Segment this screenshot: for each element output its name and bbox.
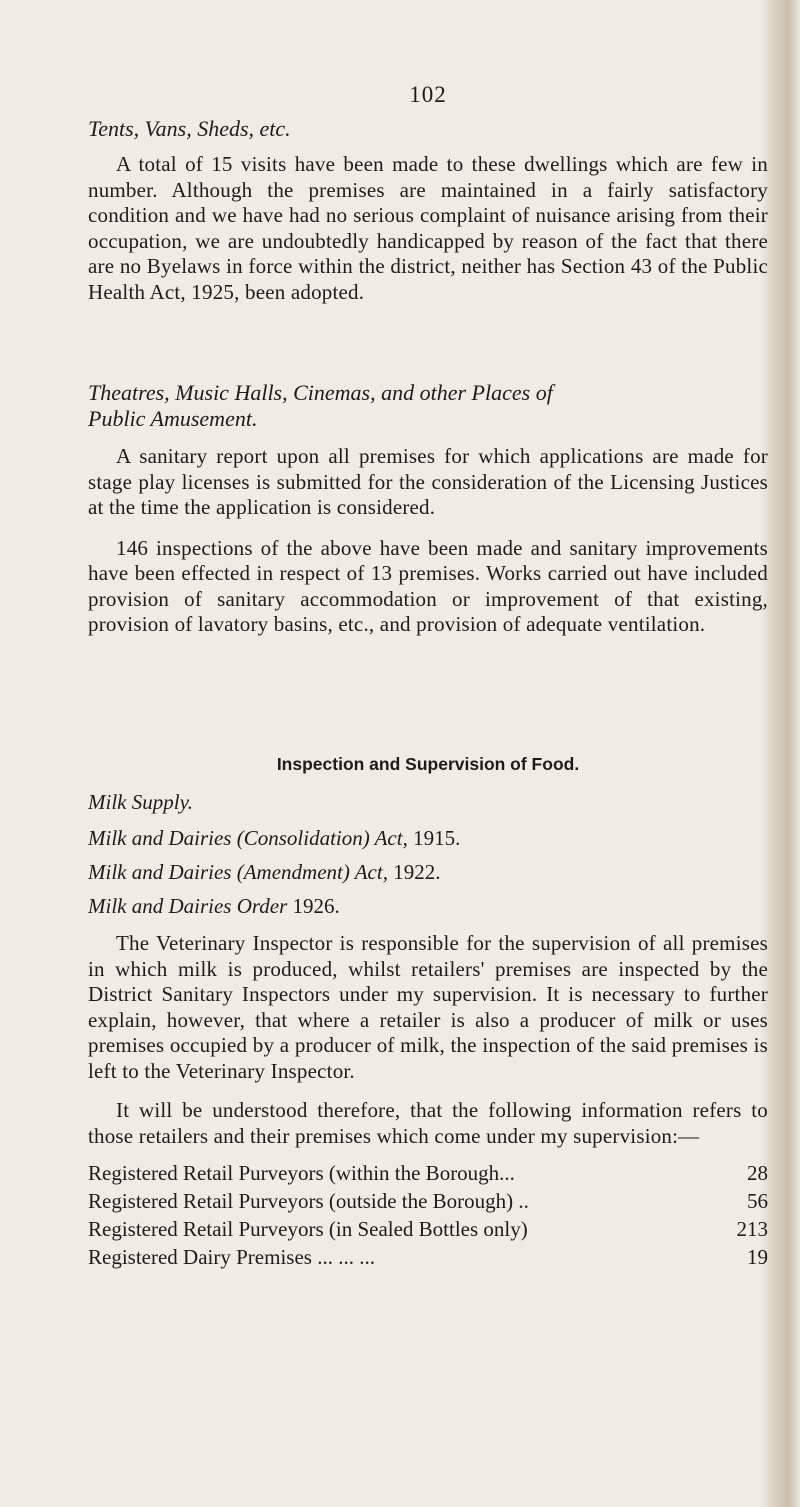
- act-line: [88, 825, 768, 851]
- theatres-paragraph-2: 146 inspections of the above have been made and sanitary improvements have been effected in respect of 13 premises. Works carried out have included provision of sanitary accommodation or improvement of that existing, provision of lavatory basins, etc., and provision of adequate ventilation.: [88, 535, 768, 636]
- act-title: Milk and Dairies (Consolidation) Act,: [88, 826, 408, 850]
- act-title: Milk and Dairies (Amendment) Act,: [88, 860, 388, 884]
- list-item-value: 28: [747, 1161, 768, 1185]
- section-food: [88, 754, 768, 1271]
- act-year: 1915.: [413, 826, 461, 850]
- section-tents: [88, 116, 768, 305]
- milk-supply-subheading: Milk Supply.: [88, 790, 193, 814]
- section-theatres: [88, 380, 768, 638]
- food-heading: Inspection and Supervision of Food.: [276, 754, 580, 774]
- tents-heading: Tents, Vans, Sheds, etc.: [88, 116, 291, 141]
- act-line: [88, 893, 768, 919]
- premises-list: [88, 1159, 768, 1271]
- page-number: 102: [409, 82, 447, 107]
- theatres-paragraph-1: A sanitary report upon all premises for which applications are made for stage play licenses is submitted for the consideration of the Licensing Justices at the time the application is considered.: [88, 444, 768, 519]
- list-item: [88, 1187, 768, 1215]
- list-item: [88, 1159, 768, 1187]
- list-item-label: Registered Dairy Premises ... ... ...: [88, 1245, 375, 1269]
- act-title: Milk and Dairies Order: [88, 894, 288, 918]
- act-year: 1922.: [393, 860, 441, 884]
- act-year: 1926.: [292, 894, 340, 918]
- list-item-value: 213: [736, 1217, 768, 1241]
- list-item: [88, 1215, 768, 1243]
- list-item-value: 56: [747, 1189, 768, 1213]
- list-item-label: Registered Retail Purveyors (outside the Borough) ..: [88, 1189, 529, 1213]
- act-line: [88, 859, 768, 885]
- list-item: [88, 1243, 768, 1271]
- tents-paragraph: A total of 15 visits have been made to these dwellings which are few in number. Although the premises are maintained in a fairly satisfactory condition and we have had no serious complaint of nuisance arising from their occupation, we are undoubtedly handicapped by reason of the fact that there are no Byelaws in force within the district, neither has Section 43 of the Public Health Act, 1925, been adopted.: [88, 152, 768, 304]
- food-paragraph-2: It will be understood therefore, that the following information refers to those retailers and their premises which come under my supervision:—: [88, 1098, 768, 1148]
- list-item-label: Registered Retail Purveyors (within the Borough...: [88, 1161, 515, 1185]
- theatres-heading-line2: Public Amusement.: [88, 406, 258, 431]
- acts-list: [88, 825, 768, 919]
- list-item-label: Registered Retail Purveyors (in Sealed Bottles only): [88, 1217, 528, 1241]
- theatres-heading-line1: Theatres, Music Halls, Cinemas, and other Places of: [88, 380, 553, 405]
- food-paragraph-1: The Veterinary Inspector is responsible for the supervision of all premises in which milk is produced, whilst retailers' premises are inspected by the District Sanitary Inspectors under my supervision. It is necessary to further explain, however, that where a retailer is also a producer of milk or uses premises occupied by a producer of milk, the inspection of the said premises is left to the Veterinary Inspector.: [88, 931, 768, 1083]
- list-item-value: 19: [747, 1245, 768, 1269]
